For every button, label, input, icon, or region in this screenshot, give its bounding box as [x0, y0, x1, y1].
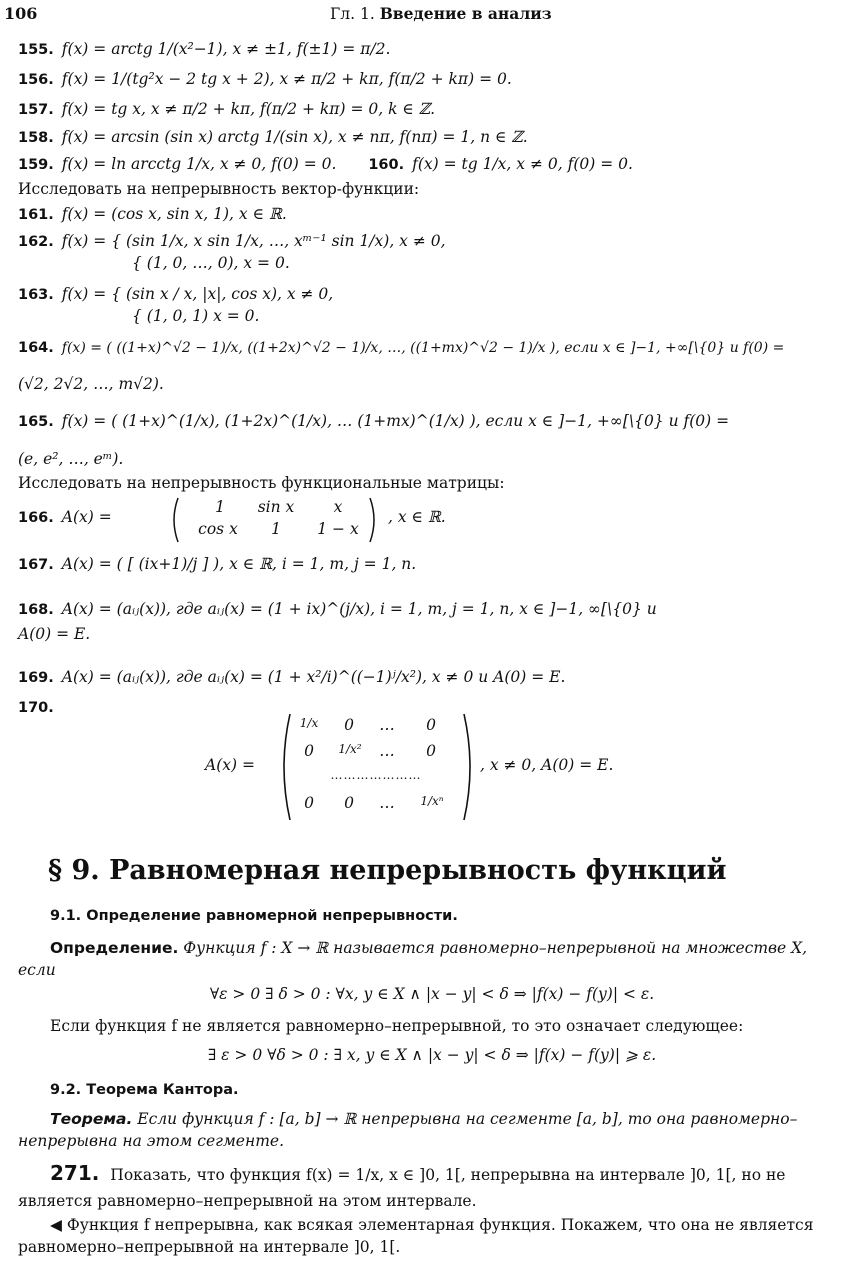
problem-number: 165.	[18, 414, 54, 430]
problem-161	[18, 205, 287, 223]
problem-168	[18, 600, 657, 618]
theorem-paragraph	[18, 1108, 848, 1152]
problem-163-line2	[132, 307, 259, 325]
problem-number: 160.	[368, 157, 405, 173]
matrix-cell: 1	[215, 498, 225, 516]
problem-170	[18, 698, 62, 716]
chapter-header	[330, 4, 552, 23]
theorem-text: Если функция f : [a, b] → ℝ непрерывна на сегменте [a, b], то она равномерно–непрерывна на этом сегменте.	[18, 1110, 798, 1150]
problem-number: 155.	[18, 42, 54, 58]
matrix-cell: cos x	[198, 520, 238, 538]
problem-text-line2: { (1, 0, …, 0), x = 0.	[132, 254, 290, 272]
matrix-cell: 1/x	[299, 716, 319, 730]
matrix-cell: 0	[426, 716, 436, 734]
problem-number: 158.	[18, 130, 54, 146]
matrix-cell: 1 − x	[317, 520, 359, 538]
matrix-cell: 0	[344, 794, 354, 812]
matrix-166-tail	[388, 508, 446, 526]
problem-number: 161.	[18, 207, 54, 223]
problem-text: f(x) = arctg 1/(x²−1), x ≠ ±1, f(±1) = π/2.	[61, 40, 391, 58]
problem-157	[18, 100, 435, 118]
problem-166	[18, 508, 112, 526]
theorem-label: Теорема.	[50, 1110, 133, 1128]
problem-number: 159.	[18, 157, 54, 173]
matrix-170-lhs	[205, 756, 255, 774]
problem-text: f(x) = (cos x, sin x, 1), x ∈ ℝ.	[61, 205, 287, 223]
matrix-cell: 0	[304, 794, 314, 812]
problem-text: f(x) = 1/(tg²x − 2 tg x + 2), x ≠ π/2 + kπ, f(π/2 + kπ) = 0.	[61, 70, 512, 88]
problem-text-line1: f(x) = ( (1+x)^(1/x), (1+2x)^(1/x), … (1+mx)^(1/x) ), если x ∈ ]−1, +∞[\{0} и f(0) =	[61, 412, 730, 430]
problem-159-160	[18, 155, 633, 173]
subsection-9-2: 9.2. Теорема Кантора.	[50, 1082, 239, 1098]
section-title: § 9. Равномерная непрерывность функций	[48, 855, 727, 886]
problem-text-line2: (e, e², …, eᵐ).	[18, 450, 124, 468]
problem-number: 164.	[18, 340, 54, 356]
matrix-cell: sin x	[257, 498, 295, 516]
problem-text-line2: A(0) = E.	[18, 625, 91, 643]
solution-paragraph: ◀ Функция f непрерывна, как всякая элементарная функция. Покажем, что она не является равномерно–непрерывной на интервале ]0, 1[.	[18, 1216, 814, 1256]
matrix-cell: x	[333, 498, 343, 516]
page-header	[0, 4, 864, 24]
definition-label: Определение.	[50, 939, 179, 957]
problem-162-line2	[132, 254, 290, 272]
problem-165	[18, 412, 729, 430]
problem-164	[18, 340, 784, 356]
problem-number: 167.	[18, 557, 54, 573]
problem-164-line2	[18, 375, 164, 393]
problem-text: A(x) = (aᵢⱼ(x)), где aᵢⱼ(x) = (1 + x²/i)^((−1)ʲ/x²), x ≠ 0 и A(0) = E.	[61, 668, 566, 686]
problem-number: 156.	[18, 72, 54, 88]
problem-163	[18, 285, 333, 303]
problem-number: 163.	[18, 287, 54, 303]
formula-uniform: ∀ε > 0 ∃ δ > 0 : ∀x, y ∈ X ∧ |x − y| < δ ⇒ |f(x) − f(y)| < ε.	[209, 985, 655, 1003]
matrix-intro: Исследовать на непрерывность функциональные матрицы:	[18, 474, 505, 492]
problem-number: 168.	[18, 602, 54, 618]
matrix-tail: , x ∈ ℝ.	[388, 508, 446, 526]
chapter-label: Гл. 1.	[330, 5, 375, 23]
problem-text: f(x) = tg 1/x, x ≠ 0, f(0) = 0.	[412, 155, 633, 173]
problem-number: 157.	[18, 102, 54, 118]
problem-162	[18, 232, 446, 250]
problem-271	[18, 1160, 848, 1214]
problem-165-line2	[18, 450, 123, 468]
problem-text: A(x) = ( [ (ix+1)/j ] ), x ∈ ℝ, i = 1, m, j = 1, n.	[61, 555, 417, 573]
matrix-lhs: A(x) =	[205, 756, 255, 774]
page-number: 106	[4, 4, 38, 23]
problem-text-line2: (√2, 2√2, …, m√2).	[18, 375, 164, 393]
matrix-dots-row: …………………	[330, 768, 422, 782]
problem-number: 166.	[18, 510, 54, 526]
problem-158	[18, 128, 528, 146]
matrix-tail: , x ≠ 0, A(0) = E.	[480, 756, 614, 774]
matrix-cell: 1/x²	[338, 742, 362, 756]
problem-156	[18, 70, 512, 88]
matrix-cell: 0	[426, 742, 436, 760]
subsection-9-1: 9.1. Определение равномерной непрерывности.	[50, 908, 458, 924]
matrix-lhs: A(x) =	[61, 508, 112, 526]
problem-text-line1: f(x) = ( ((1+x)^√2 − 1)/x, ((1+2x)^√2 − 1)/x, …, ((1+mx)^√2 − 1)/x ), если x ∈ ]−1, +∞[\{0} и f(0) =	[61, 340, 785, 356]
problem-number: 170.	[18, 700, 54, 716]
problem-text: f(x) = ln arcctg 1/x, x ≠ 0, f(0) = 0.	[61, 155, 337, 173]
matrix-cell: …	[379, 716, 395, 734]
problem-text-line1: f(x) = { (sin 1/x, x sin 1/x, …, xᵐ⁻¹ sin 1/x), x ≠ 0,	[61, 232, 446, 250]
problem-number: 169.	[18, 670, 54, 686]
matrix-cell: 0	[344, 716, 354, 734]
matrix-cell: 1/xⁿ	[420, 794, 444, 808]
problem-169	[18, 668, 565, 686]
problem-167	[18, 555, 416, 573]
definition-text: Функция f : X → ℝ называется равномерно–непрерывной на множестве X, если	[18, 939, 808, 979]
problem-number: 271.	[50, 1161, 100, 1185]
matrix-cell: 0	[304, 742, 314, 760]
matrix-166	[168, 496, 388, 548]
problem-text-line1: f(x) = { (sin x / x, |x|, cos x), x ≠ 0,	[61, 285, 334, 303]
problem-text: Показать, что функция f(x) = 1/x, x ∈ ]0, 1[, непрерывна на интервале ]0, 1[, но не является равномерно–непрерывной на этом интервале.	[18, 1166, 786, 1210]
problem-155	[18, 40, 390, 58]
problem-168-line2	[18, 625, 90, 643]
problem-text: f(x) = arcsin (sin x) arctg 1/(sin x), x ≠ nπ, f(nπ) = 1, n ∈ ℤ.	[61, 128, 528, 146]
matrix-170-tail	[480, 756, 613, 774]
definition-paragraph	[18, 937, 848, 981]
vector-intro: Исследовать на непрерывность вектор-функции:	[18, 180, 420, 198]
chapter-title: Введение в анализ	[379, 4, 552, 23]
matrix-cell: …	[379, 794, 395, 812]
matrix-170	[278, 712, 478, 826]
problem-text-line2: { (1, 0, 1) x = 0.	[132, 307, 260, 325]
matrix-cell: …	[379, 742, 395, 760]
problem-text-line1: A(x) = (aᵢⱼ(x)), где aᵢⱼ(x) = (1 + ix)^(j/x), i = 1, m, j = 1, n, x ∈ ]−1, ∞[\{0} и	[61, 600, 657, 618]
matrix-cell: 1	[271, 520, 281, 538]
problem-number: 162.	[18, 234, 54, 250]
formula-negation: ∃ ε > 0 ∀δ > 0 : ∃ x, y ∈ X ∧ |x − y| < δ ⇒ |f(x) − f(y)| ⩾ ε.	[207, 1046, 657, 1064]
negation-text: Если функция f не является равномерно–непрерывной, то это означает следующее:	[50, 1017, 744, 1035]
problem-text: f(x) = tg x, x ≠ π/2 + kπ, f(π/2 + kπ) = 0, k ∈ ℤ.	[61, 100, 436, 118]
